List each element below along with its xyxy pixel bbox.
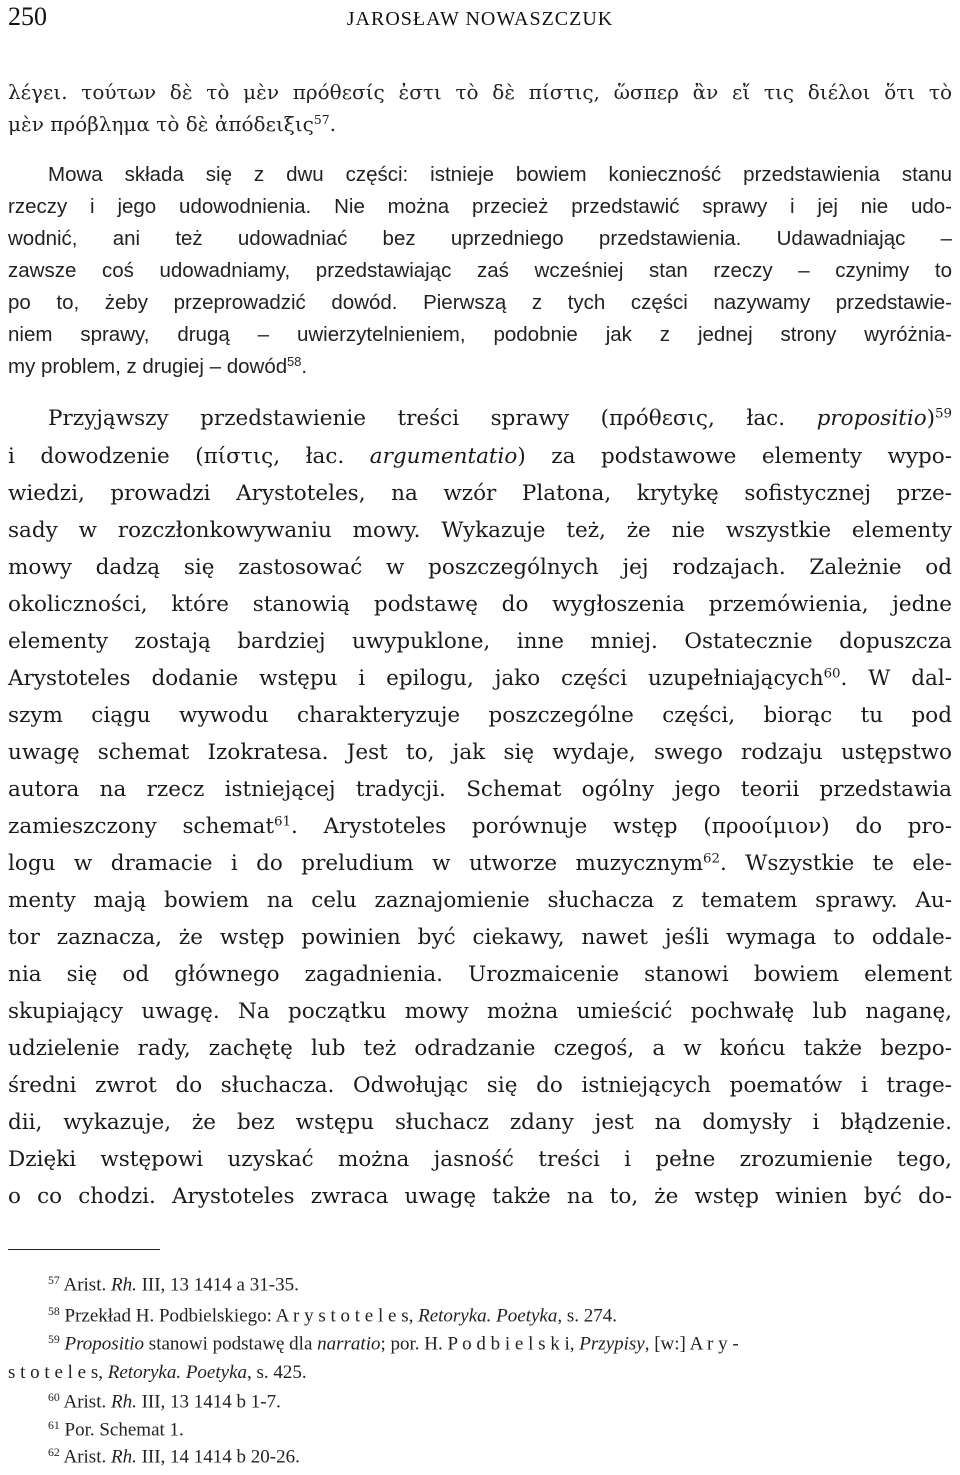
paragraph-line: o co chodzi. Arystoteles zwraca uwagę także na to, że wstęp winien być do- [8,1184,952,1209]
paragraph-line: Przyjąwszy przedstawienie treści sprawy (πρόθεσις, łac. propositio)$^{59}$ [48,406,953,431]
paragraph-line: Dzięki wstępowi uzyskać można jasność treści i pełne zrozumienie tego, [8,1147,952,1172]
paragraph-line: menty mają bowiem na celu zaznajomienie słuchacza z tematem sprawy. Au- [8,888,952,913]
greek-quote-line: λέγει. τούτων δὲ τὸ μὲν πρόθεσίς ἐστι τὸ δὲ πίστις, ὥσπερ ἂν εἴ τις διέλοι ὅτι τὸ [8,80,952,104]
paragraph-line: uwagę schemat Izokratesa. Jest to, jak się wydaje, swego rodzaju ustępstwo [8,740,952,765]
running-title: JAROSŁAW NOWASZCZUK [346,8,614,30]
paragraph-line: dii, wykazuje, że bez wstępu słuchacz zdany jest na domysły i błądzenie. [8,1110,952,1135]
footnote-62: $^{62}$ Arist. Rh. III, 14 1414 b 20-26. [48,1446,300,1468]
paragraph-line: zawsze coś udowadniamy, przedstawiając zaś wcześniej stan rzeczy – czynimy to [8,259,952,282]
paragraph-line: my problem, z drugiej – dowód$^{58}$. [8,354,308,378]
paragraph-line: okoliczności, które stanowią podstawę do wygłoszenia przemówienia, jedne [8,592,952,617]
paragraph-line: tor zaznacza, że wstęp powinien być ciekawy, nawet jeśli wymaga to oddale- [8,925,952,950]
paragraph-line: wodnić, ani też udowadniać bez uprzedniego przedstawienia. Udawadniając – [8,227,952,250]
footnote-ref[interactable]: 58 [287,354,302,370]
footnote-ref[interactable]: 60 [823,666,841,682]
paragraph-line: niem sprawy, drugą – uwierzytelnieniem, podobnie jak z jednej strony wyróżnia- [8,323,952,346]
footnote-ref[interactable]: 57 [313,112,330,128]
footnote-59-continued: s t o t e l e s, Retoryka. Poetyka, s. 425. [8,1362,307,1383]
paragraph-line: po to, żeby przeprowadzić dowód. Pierwszą z tych części nazywamy przedstawie- [8,291,952,314]
paragraph-line: rzeczy i jego udowodnienia. Nie można przecież przedstawić sprawy i jej nie udo- [8,195,952,218]
footnote-60: $^{60}$ Arist. Rh. III, 13 1414 b 1-7. [48,1391,281,1413]
footnote-61: $^{61}$ Por. Schemat 1. [48,1419,184,1441]
paragraph-line: nia się od głównego zagadnienia. Urozmaicenie stanowi bowiem element [8,962,952,987]
footnote-ref[interactable]: 62 [703,851,720,867]
paragraph-line: zamieszczony schemat$^{61}$. Arystoteles porównuje wstęp (προοίμιον) do pro- [8,814,953,839]
footnote-58: $^{58}$ Przekład H. Podbielskiego: A r y s t o t e l e s, Retoryka. Poetyka, s. 274. [48,1305,618,1327]
paragraph-line: sady w rozczłonkowywaniu mowy. Wykazuje też, że nie wszystkie elementy [8,518,952,543]
paragraph-line: elementy zostają bardziej uwypuklone, inne mniej. Ostatecznie dopuszcza [8,629,952,654]
page-number: 250 [8,2,47,31]
paragraph-line: autora na rzecz istniejącej tradycji. Schemat ogólny jego teorii przedstawia [8,777,952,802]
footnote-ref[interactable]: 61 [274,814,291,830]
paragraph-line: Arystoteles dodanie wstępu i epilogu, jako części uzupełniających$^{60}$. W dal- [8,666,952,691]
greek-term: πίστις [203,444,274,469]
footnote-57: $^{57}$ Arist. Rh. III, 13 1414 a 31-35. [48,1274,299,1296]
paragraph-line: wiedzi, prowadzi Arystoteles, na wzór Platona, krytykę sofistycznej prze- [8,481,952,506]
paragraph-line: szym ciągu wywodu charakteryzuje poszczególne części, biorąc tu pod [8,703,952,728]
paragraph-line: skupiający uwagę. Na początku mowy można umieścić pochwałę lub naganę, [8,999,952,1024]
page-header [8,2,952,34]
paragraph-line: i dowodzenie (πίστις, łac. argumentatio) za podstawowe elementy wypo- [8,444,953,469]
paragraph-line: średni zwrot do słuchacza. Odwołując się do istniejących poematów i trage- [8,1073,952,1098]
paragraph-line: udzielenie rady, zachętę lub też odradzanie czegoś, a w końcu także bezpo- [8,1036,952,1061]
footnote-ref[interactable]: 59 [935,406,953,422]
greek-term: πρόθεσις [609,406,708,431]
paragraph-line: Mowa składa się z dwu części: istnieje bowiem konieczność przedstawienia stanu [48,163,952,186]
paragraph-line: logu w dramacie i do preludium w utworze muzycznym$^{62}$. Wszystkie te ele- [8,851,952,876]
footnote-separator [8,1249,160,1250]
footnote-59: $^{59}$ Propositio stanowi podstawę dla narratio; por. H. P o d b i e l s k i, Przypisy, [w:] A r y - [48,1333,739,1355]
paragraph-line: mowy dadzą się zastosować w poszczególnych jej rodzajach. Zależnie od [8,555,952,580]
greek-quote-line: μὲν πρόβλημα τὸ δὲ ἀπόδειξις$^{57}$. [8,112,336,136]
greek-term: προοίμιον [711,814,822,839]
